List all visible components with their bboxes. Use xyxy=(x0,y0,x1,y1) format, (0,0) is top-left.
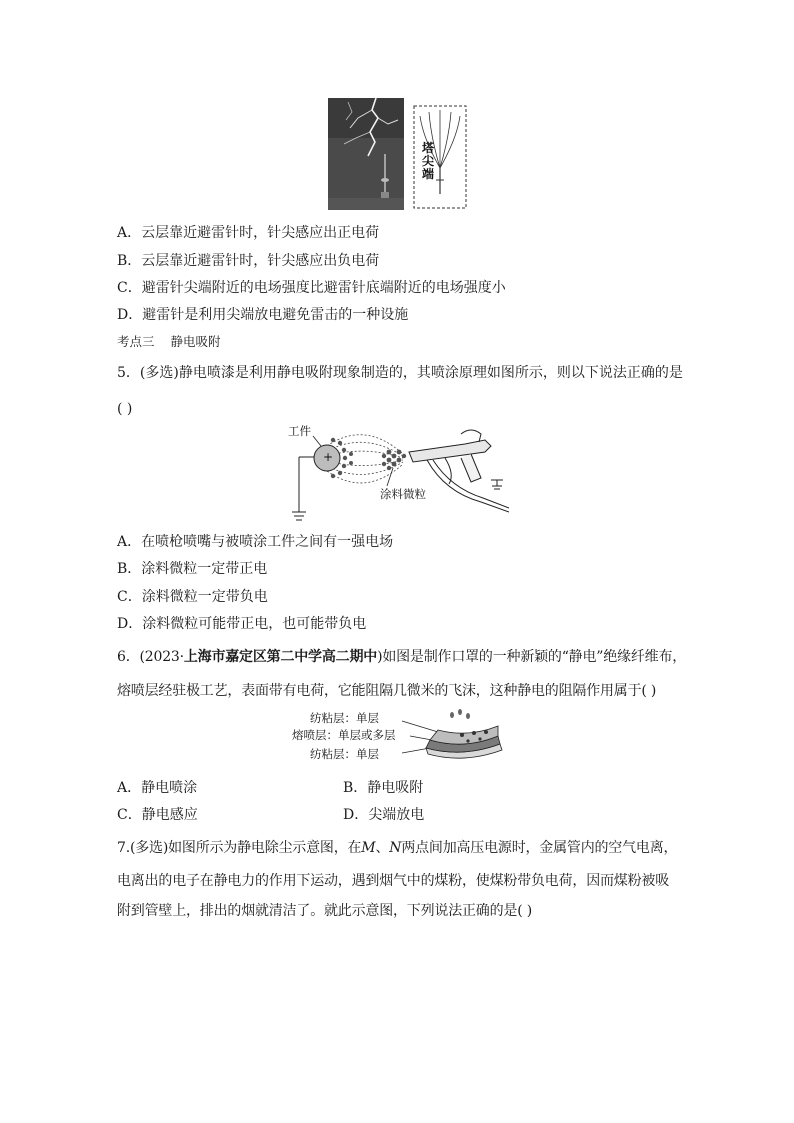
spray-painting-figure xyxy=(285,422,510,524)
q7-stem-line1: 7.(多选)如图所示为静电除尘示意图，在M、N两点间加高压电源时，金属管内的空气电离， xyxy=(117,840,678,856)
q5-answer-blank: ( ) xyxy=(117,401,133,417)
q6-stem-line1: 6．(2023·上海市嘉定区第二中学高二期中)如图是制作口罩的一种新颖的“静电”绝缘纤维布， xyxy=(117,649,687,665)
workpiece-plus-sign: + xyxy=(323,450,334,464)
paint-particle-label: 涂料微粒 xyxy=(380,487,426,501)
tower-tip-label: 塔尖端 xyxy=(422,141,435,181)
spray-diagram xyxy=(285,422,510,524)
section-heading: 考点三 静电吸附 xyxy=(117,334,221,349)
q6-option-a: A．静电喷涂 xyxy=(117,780,198,796)
q4-option-b: B．云层靠近避雷针时，针尖感应出负电荷 xyxy=(117,253,380,269)
q5-stem: 5．(多选)静电喷漆是利用静电吸附现象制造的，其喷涂原理如图所示，则以下说法正确的是 xyxy=(117,365,683,381)
q4-option-a: A．云层靠近避雷针时，针尖感应出正电荷 xyxy=(117,225,380,241)
q5-option-b: B．涂料微粒一定带正电 xyxy=(117,561,268,577)
mask-fabric-figure xyxy=(292,708,504,768)
q7-stem-line3: 附到管壁上，排出的烟就清洁了。就此示意图，下列说法正确的是( ) xyxy=(117,903,532,919)
q6-option-c: C．静电感应 xyxy=(117,807,198,823)
q5-option-a: A．在喷枪喷嘴与被喷涂工件之间有一强电场 xyxy=(117,534,394,550)
workpiece-label: 工件 xyxy=(288,424,311,438)
q6-stem-line2: 熔喷层经驻极工艺，表面带有电荷，它能阻隔几微米的飞沫，这种静电的阻隔作用属于( ) xyxy=(117,683,657,699)
q4-option-d: D．避雷针是利用尖端放电避免雷击的一种设施 xyxy=(117,307,409,323)
q6-option-d: D．尖端放电 xyxy=(343,807,425,823)
q5-option-c: C．涂料微粒一定带负电 xyxy=(117,589,268,605)
layer-bottom-label: 纺粘层：单层 xyxy=(310,747,379,761)
layer-top-label: 纺粘层：单层 xyxy=(310,711,379,725)
q5-option-d: D．涂料微粒可能带正电，也可能带负电 xyxy=(117,616,367,632)
layer-middle-label: 熔喷层：单层或多层 xyxy=(292,728,396,742)
lightning-rod-figure xyxy=(328,98,468,210)
q6-option-b: B．静电吸附 xyxy=(343,780,424,796)
lightning-photo xyxy=(328,98,468,210)
q4-option-c: C．避雷针尖端附近的电场强度比避雷针底端附近的电场强度小 xyxy=(117,280,506,296)
q7-stem-line2: 电离出的电子在静电力的作用下运动，遇到烟气中的煤粉，使煤粉带负电荷，因而煤粉被吸 xyxy=(117,873,669,889)
